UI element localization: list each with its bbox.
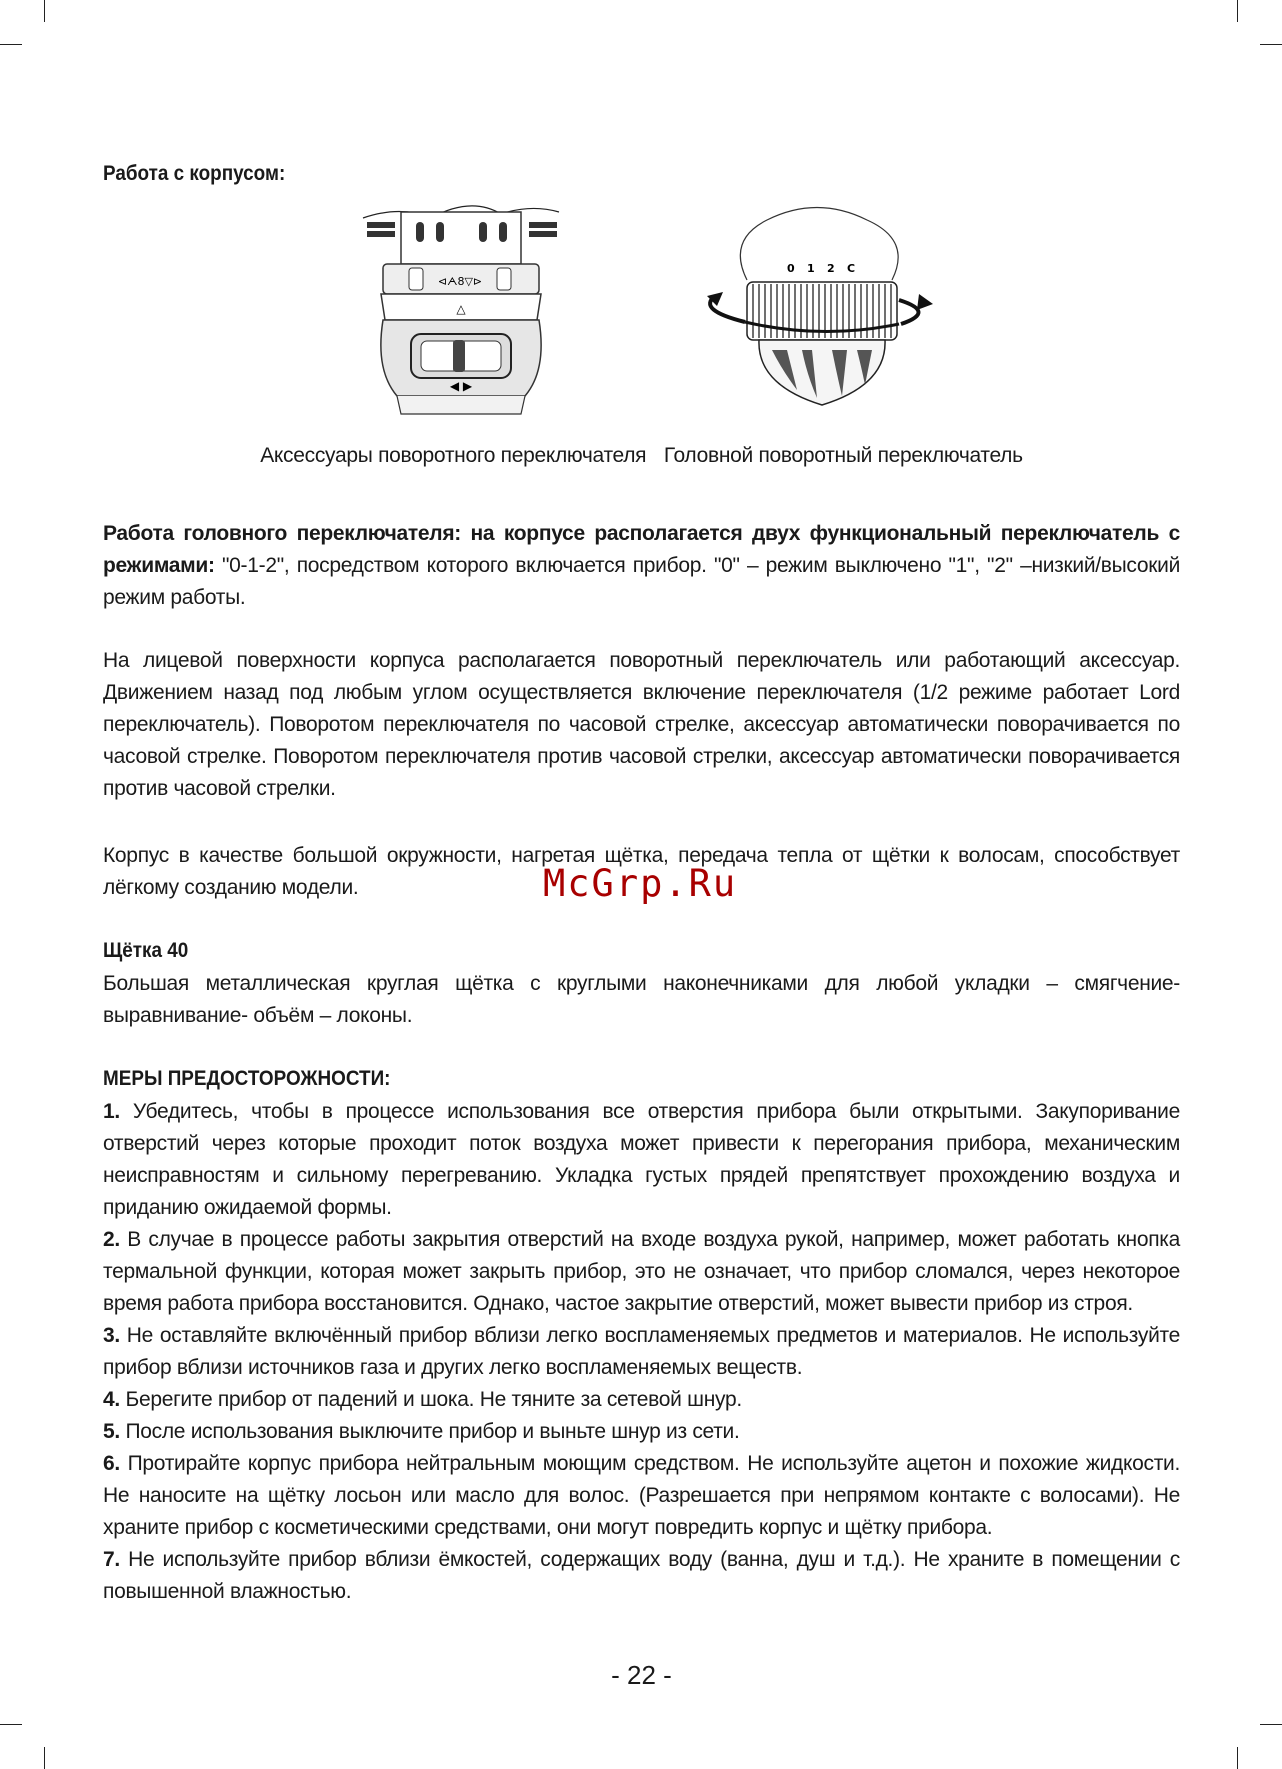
right-figure-caption: Головной поворотный переключатель xyxy=(663,444,1023,467)
precaution-item: 3. Не оставляйте включённый прибор вблизи легко воспламеняемых предметов и материалов. Не используйте прибор вблизи источников газа и других легко воспламеняемых веществ. xyxy=(103,1324,1180,1379)
crop-mark xyxy=(1237,0,1238,22)
crop-mark xyxy=(1260,44,1282,45)
crop-mark xyxy=(44,1747,45,1769)
svg-text:1: 1 xyxy=(807,262,815,275)
precaution-item: 2. В случае в процессе работы закрытия отверстий на входе воздуха рукой, например, может работать кнопка термальной функции, которая может закрыть прибор, это не означает, что прибор сломался, через некоторое время работа прибора восстановится. Однако, частое закрытие отверстий, может вывести прибор из строя. xyxy=(103,1228,1180,1315)
precautions-list xyxy=(103,1096,1180,1608)
svg-text:2: 2 xyxy=(827,262,835,275)
crop-mark xyxy=(1260,1724,1282,1725)
crop-mark xyxy=(44,0,45,22)
svg-text:◀ ▶: ◀ ▶ xyxy=(449,379,473,393)
head-switch-illustration xyxy=(687,200,947,415)
brush-title: Щётка 40 xyxy=(103,939,189,962)
head-switch-bold: Работа головного переключателя: на корпусе располагается двух функциональный переключатель с режимами: xyxy=(103,522,1180,577)
left-figure-caption: Аксессуары поворотного переключателя xyxy=(260,444,647,467)
precautions-title: МЕРЫ ПРЕДОСТОРОЖНОСТИ: xyxy=(103,1067,391,1090)
body-paragraph: Корпус в качестве большой окружности, нагретая щётка, передача тепла от щётки к волосам, способствует лёгкому созданию модели. xyxy=(103,844,1180,899)
precaution-item: 6. Протирайте корпус прибора нейтральным моющим средством. Не используйте ацетон и похожие жидкости. Не наносите на щётку лосьон или масло для волос. (Разрешается при непрямом контакте с волосами). Не храните прибор с косметическими средствами, они могут повредить корпус и щётку прибора. xyxy=(103,1452,1180,1539)
figures xyxy=(103,200,1180,450)
page-number: - 22 - xyxy=(611,1660,672,1690)
svg-text:0: 0 xyxy=(787,262,795,275)
front-surface-paragraph: На лицевой поверхности корпуса располагается поворотный переключатель или работающий аксессуар. Движением назад под любым углом осуществляется включение переключателя (1/2 режиме работает Lord переключатель). Поворотом переключателя по часовой стрелке, аксессуар автоматически поворачивается по часовой стрелке. Поворотом переключателя против часовой стрелки, аксессуар автоматически поворачивается против часовой стрелки. xyxy=(103,649,1180,800)
section-title: Работа с корпусом: xyxy=(103,162,286,185)
svg-text:C: C xyxy=(847,262,856,275)
svg-text:⊲ᗅ8▽⊳: ⊲ᗅ8▽⊳ xyxy=(437,275,483,288)
brush-text: Большая металлическая круглая щётка с круглыми наконечниками для любой укладки – смягчение-выравнивание- объём – локоны. xyxy=(103,972,1180,1027)
figure-captions xyxy=(103,444,1180,468)
head-switch-paragraph xyxy=(103,518,1180,614)
crop-mark xyxy=(1237,1747,1238,1769)
crop-mark xyxy=(0,1724,22,1725)
head-switch-text: "0-1-2", посредством которого включается прибор. "0" – режим выключено "1", "2" –низкий/высокий режим работы. xyxy=(103,554,1180,609)
accessory-switch-illustration xyxy=(361,200,561,415)
precaution-item: 5. После использования выключите прибор и выньте шнур из сети. xyxy=(103,1420,740,1443)
precaution-item: 7. Не используйте прибор вблизи ёмкостей, содержащих воду (ванна, душ и т.д.). Не храните в помещении с повышенной влажностью. xyxy=(103,1548,1180,1603)
watermark: McGrp.Ru xyxy=(543,862,738,905)
precaution-item: 1. Убедитесь, чтобы в процессе использования все отверстия прибора были открытыми. Закупоривание отверстий через которые проходит поток воздуха может привести к перегорания прибора, механическим неисправностям и сильному перегреванию. Укладка густых прядей препятствует прохождению воздуха и приданию ожидаемой формы. xyxy=(103,1100,1180,1219)
crop-mark xyxy=(0,44,22,45)
svg-text:△: △ xyxy=(456,302,466,316)
precaution-item: 4. Берегите прибор от падений и шока. Не тяните за сетевой шнур. xyxy=(103,1388,742,1411)
